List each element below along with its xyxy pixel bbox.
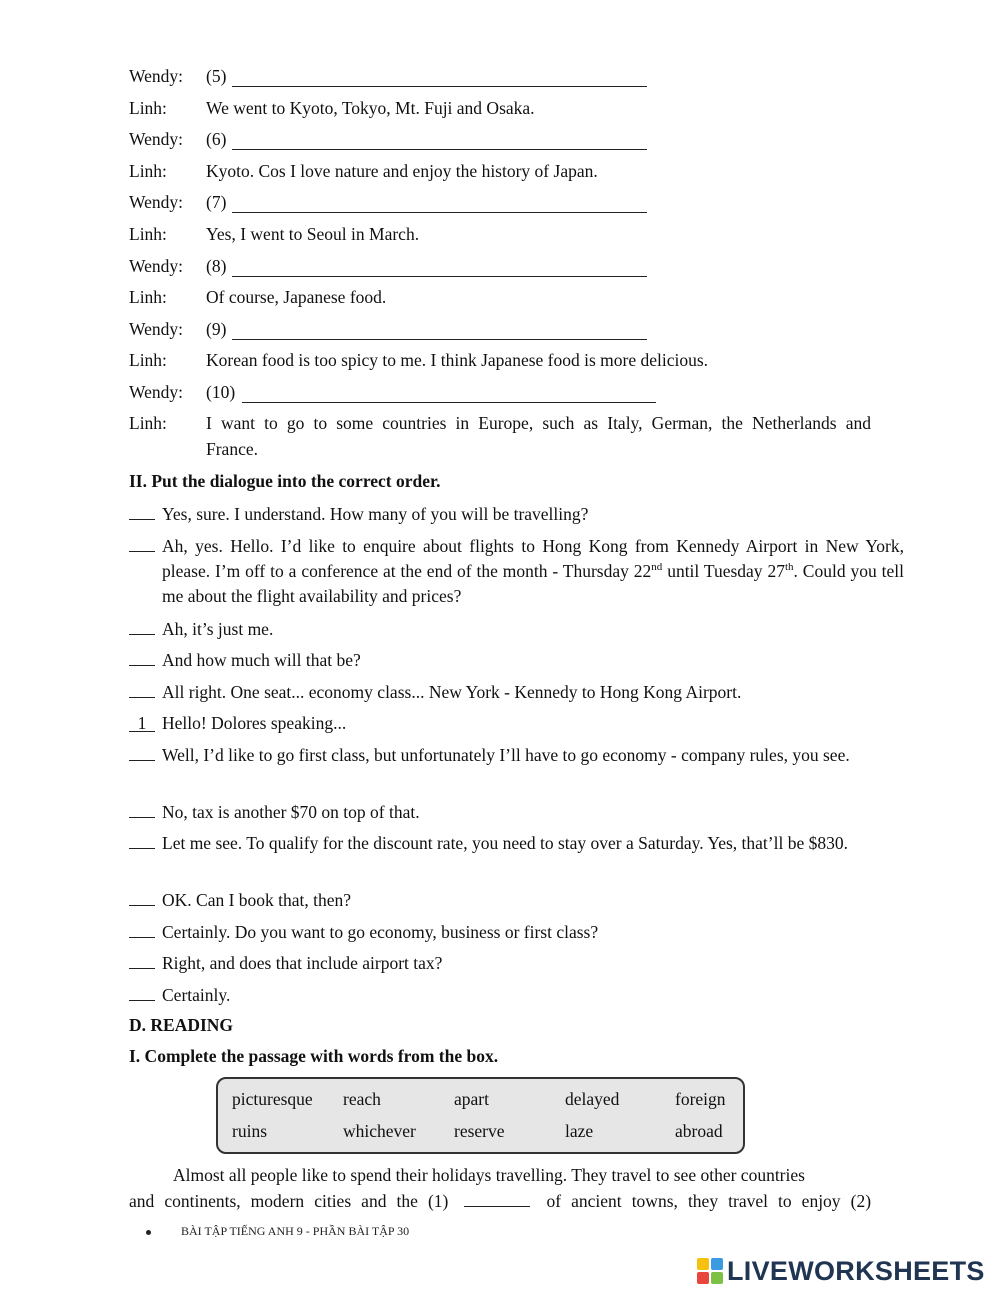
box-word: laze <box>565 1121 594 1141</box>
order-number-blank[interactable] <box>129 682 155 698</box>
liveworksheets-logo <box>697 1256 985 1286</box>
order-item-text-part: No, tax is another $70 on top of that. <box>162 802 420 822</box>
footer-text: BÀI TẬP TIẾNG ANH 9 - PHẦN BÀI TẬP 30 <box>181 1224 410 1238</box>
speaker-label: Linh: <box>129 161 167 181</box>
answer-line[interactable] <box>232 276 647 277</box>
order-item-text-part: until Tuesday 27 <box>662 561 785 581</box>
blank-number: (7) <box>206 192 227 212</box>
answer-line[interactable] <box>232 212 647 213</box>
box-word: apart <box>454 1089 489 1109</box>
dialogue-text: Kyoto. Cos I love nature and enjoy the history of Japan. <box>206 161 598 181</box>
passage-line-1: Almost all people like to spend their holidays travelling. They travel to see other countries <box>173 1165 805 1185</box>
speaker-label: Wendy: <box>129 319 183 339</box>
speaker-label: Wendy: <box>129 382 183 402</box>
order-item <box>129 888 904 913</box>
word-box <box>216 1077 745 1154</box>
section-heading-order: II. Put the dialogue into the correct order. <box>129 471 441 491</box>
speaker-label: Wendy: <box>129 192 183 212</box>
order-item <box>129 920 904 945</box>
order-item-text-part: Right, and does that include airport tax? <box>162 953 443 973</box>
blank-number: (10) <box>206 382 236 402</box>
answer-line[interactable] <box>232 339 647 340</box>
bullet-icon <box>146 1230 151 1235</box>
section-heading-reading: D. READING <box>129 1015 234 1035</box>
order-item-text <box>162 682 741 702</box>
answer-line[interactable] <box>232 149 647 150</box>
order-item-text-part: . Could you tell me about the flight availability and prices? <box>162 561 904 606</box>
order-item-text <box>162 536 904 606</box>
order-number-blank[interactable] <box>129 504 155 520</box>
box-word: abroad <box>675 1121 723 1141</box>
order-item <box>129 648 904 673</box>
blank-number: (5) <box>206 66 227 86</box>
order-item <box>129 711 904 736</box>
dialogue-text: Of course, Japanese food. <box>206 287 387 307</box>
order-item-text-part: All right. One seat... economy class... New York - Kennedy to Hong Kong Airport. <box>162 682 742 702</box>
order-item-text <box>162 922 598 942</box>
order-item-text-part: And how much will that be? <box>162 650 361 670</box>
order-number-blank[interactable] <box>129 833 155 849</box>
order-number-blank[interactable] <box>129 619 155 635</box>
speaker-label: Linh: <box>129 350 167 370</box>
order-item-text <box>162 619 273 639</box>
order-number-blank[interactable] <box>129 922 155 938</box>
speaker-label: Linh: <box>129 413 167 433</box>
order-item-text-part: Let me see. To qualify for the discount rate, you need to stay over a Saturday. Yes, that’ll be $830. <box>162 833 848 853</box>
logo-text: LIVEWORKSHEETS <box>727 1255 985 1286</box>
dialogue-text: Yes, I went to Seoul in March. <box>206 224 420 244</box>
section-heading-complete: I. Complete the passage with words from the box. <box>129 1046 499 1066</box>
superscript: th <box>784 561 794 574</box>
speaker-label: Linh: <box>129 98 167 118</box>
order-item-text-part: Hello! Dolores speaking... <box>162 713 347 733</box>
box-word: ruins <box>232 1121 267 1141</box>
order-number-blank[interactable] <box>129 536 155 552</box>
order-item-text <box>162 650 361 670</box>
speaker-label: Wendy: <box>129 129 183 149</box>
order-item-text <box>162 745 850 765</box>
order-number-blank[interactable] <box>129 650 155 666</box>
speaker-label: Linh: <box>129 287 167 307</box>
answer-line[interactable] <box>242 402 656 403</box>
order-item-text <box>162 953 442 973</box>
blank-number: (8) <box>206 256 227 276</box>
logo-mark-icon <box>697 1258 723 1284</box>
box-word: delayed <box>565 1089 620 1109</box>
box-word: reserve <box>454 1121 505 1141</box>
dialogue-text: Korean food is too spicy to me. I think Japanese food is more delicious. <box>206 350 709 370</box>
box-word: whichever <box>343 1121 416 1141</box>
order-item <box>129 680 904 705</box>
order-item-text <box>162 985 230 1005</box>
order-item <box>129 743 904 768</box>
order-number-blank[interactable]: 1 <box>129 716 155 732</box>
passage-text-b: of ancient towns, they travel to enjoy (2) <box>546 1191 872 1211</box>
order-number-blank[interactable] <box>129 802 155 818</box>
box-word: foreign <box>675 1089 726 1109</box>
speaker-label: Wendy: <box>129 256 183 276</box>
dialogue-text: I want to go to some countries in Europe, such as Italy, German, the Netherlands and <box>206 413 871 433</box>
order-item <box>129 534 904 609</box>
order-item-text <box>162 890 351 910</box>
order-number-blank[interactable] <box>129 953 155 969</box>
answer-line[interactable] <box>232 86 647 87</box>
order-item <box>129 983 904 1008</box>
blank-number: (6) <box>206 129 227 149</box>
dialogue-text-continued: France. <box>206 439 258 459</box>
order-item-text-part: Certainly. Do you want to go economy, business or first class? <box>162 922 599 942</box>
answer-blank-1[interactable] <box>464 1191 530 1207</box>
order-item-text <box>162 504 588 524</box>
order-item <box>129 617 904 642</box>
speaker-label: Wendy: <box>129 66 183 86</box>
order-number-blank[interactable] <box>129 985 155 1001</box>
box-word: reach <box>343 1089 381 1109</box>
order-item <box>129 800 904 825</box>
speaker-label: Linh: <box>129 224 167 244</box>
order-item-text <box>162 713 346 733</box>
page-footer <box>146 1224 409 1239</box>
blank-number: (9) <box>206 319 227 339</box>
order-number-blank[interactable] <box>129 890 155 906</box>
order-item-text-part: OK. Can I book that, then? <box>162 890 352 910</box>
order-item-text-part: Certainly. <box>162 985 231 1005</box>
order-item <box>129 502 904 527</box>
order-item-text <box>162 802 420 822</box>
superscript: nd <box>651 561 663 574</box>
order-item <box>129 951 904 976</box>
order-item-text-part: Ah, yes. Hello. I’d like to enquire about flights to Hong Kong from Kennedy Airport in New York, please. I’m off to a conference at the end of the month - Thursday 22 <box>162 536 904 581</box>
order-item-text <box>162 833 848 853</box>
dialogue-text: We went to Kyoto, Tokyo, Mt. Fuji and Osaka. <box>206 98 535 118</box>
passage-text-a: and continents, modern cities and the (1) <box>129 1191 449 1211</box>
order-number-blank[interactable] <box>129 745 155 761</box>
order-item-text-part: Well, I’d like to go first class, but unfortunately I’ll have to go economy - company rules, you see. <box>162 745 850 765</box>
passage-line-2 <box>129 1188 871 1214</box>
order-item-text-part: Ah, it’s just me. <box>162 619 274 639</box>
order-item <box>129 831 904 856</box>
order-item-text-part: Yes, sure. I understand. How many of you will be travelling? <box>162 504 589 524</box>
box-word: picturesque <box>232 1089 313 1109</box>
